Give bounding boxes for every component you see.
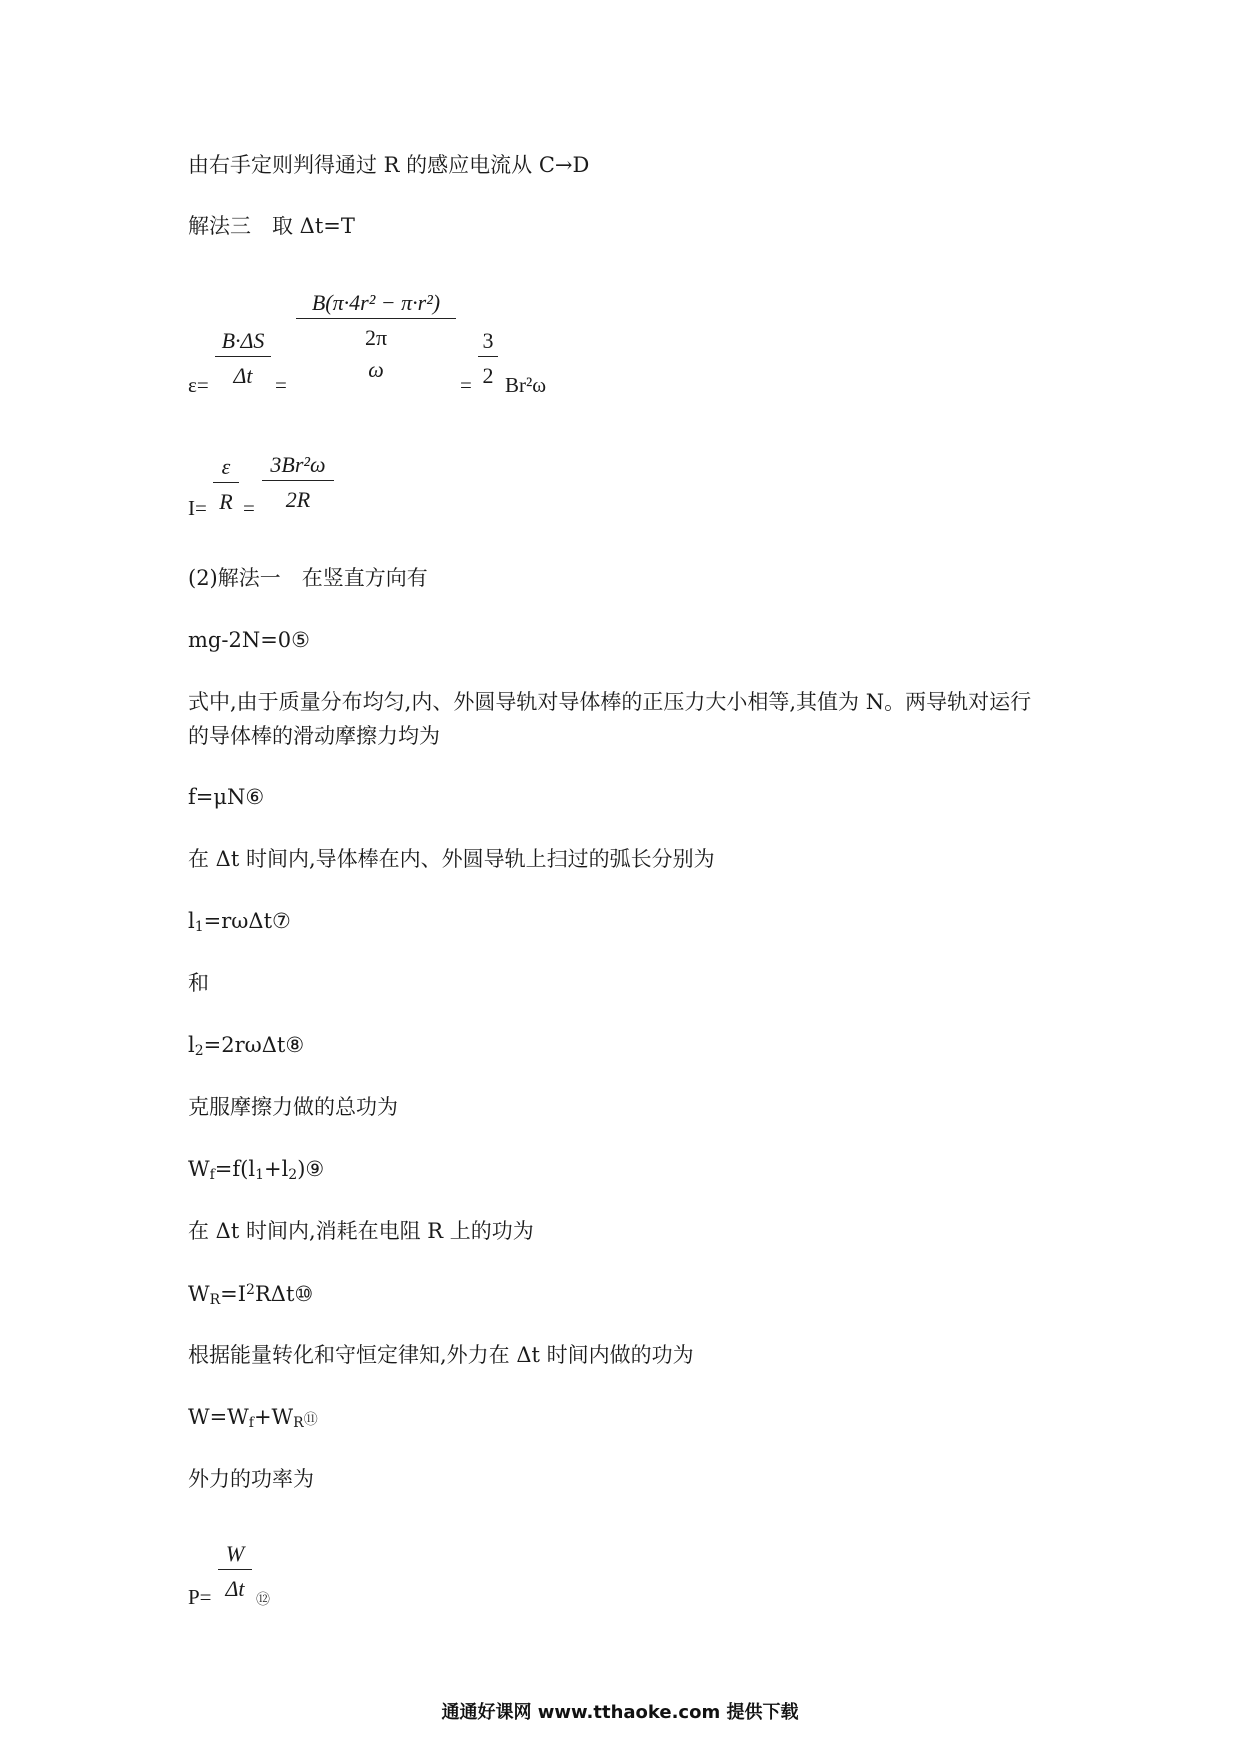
inner-numerator: 2π [364, 325, 388, 350]
expression: +l [263, 1157, 289, 1181]
fraction-flux-change [296, 290, 456, 384]
paragraph-line: 在 Δt 时间内,导体棒在内、外圆导轨上扫过的弧长分别为 [188, 847, 715, 871]
symbol: l [188, 909, 195, 933]
expression: =f(l [214, 1157, 256, 1181]
text-line: 解法三 取 Δt=T [188, 214, 355, 238]
equals-sign: = [275, 373, 287, 397]
subscript: R [209, 1292, 221, 1308]
symbol: l [188, 1033, 195, 1057]
fraction-bar [262, 480, 334, 481]
expression: =I [220, 1282, 247, 1306]
fraction-numerator: ε [221, 454, 231, 479]
fraction-denominator: Δt [225, 1576, 245, 1601]
expression: =2rωΔt⑧ [203, 1033, 305, 1057]
equation-11 [188, 1407, 318, 1430]
fraction-eps-r [213, 454, 239, 515]
equals-sign: = [460, 373, 472, 397]
fraction-bar [218, 1569, 252, 1570]
fraction-denominator: 2 [482, 363, 494, 388]
fraction-bar [215, 356, 271, 357]
inner-denominator: ω [368, 357, 384, 383]
section-heading: (2)解法一 在竖直方向有 [188, 566, 428, 590]
equation-9 [188, 1159, 324, 1182]
paragraph-line: 的导体棒的滑动摩擦力均为 [188, 724, 440, 748]
emf-tail: Br²ω [505, 373, 547, 397]
equals-sign: = [243, 496, 255, 520]
expression: W=W [188, 1405, 249, 1429]
emf-lhs: ε= [188, 373, 209, 397]
fraction-numerator: 3 [482, 328, 494, 353]
fraction-numerator: 3Br²ω [270, 452, 326, 477]
superscript: 2 [246, 1282, 255, 1298]
expression: =rωΔt⑦ [203, 909, 291, 933]
fraction-current-result [262, 452, 334, 513]
fraction-denominator: R [219, 489, 233, 514]
equation-10 [188, 1283, 313, 1307]
expression: +W [253, 1405, 294, 1429]
symbol: W [188, 1282, 210, 1306]
expression: RΔt⑩ [254, 1282, 314, 1306]
subscript: f [248, 1415, 254, 1431]
paragraph-line: 根据能量转化和守恒定律知,外力在 Δt 时间内做的功为 [188, 1343, 694, 1367]
expression: )⑨ [297, 1157, 325, 1181]
fraction-denominator: 2R [285, 487, 311, 512]
equation-number: ⑪ [303, 1412, 318, 1428]
subscript: 1 [194, 919, 204, 935]
subscript: 2 [194, 1043, 204, 1059]
equation-7 [188, 911, 291, 934]
equation-6: f=μN⑥ [188, 785, 265, 809]
equation-8 [188, 1035, 304, 1058]
power-lhs: P= [188, 1585, 212, 1609]
subscript: 2 [288, 1167, 298, 1183]
paragraph-line: 式中,由于质量分布均匀,内、外圆导轨对导体棒的正压力大小相等,其值为 N。两导轨对运行 [188, 690, 1032, 714]
fraction-w-dt [218, 1541, 252, 1602]
equation-5: mg-2N=0⑤ [188, 628, 310, 652]
equation-number: ⑫ [256, 1593, 270, 1608]
fraction-bar [296, 318, 456, 319]
fraction-numerator: B(π·4r² − π·r²) [311, 290, 441, 315]
symbol: W [188, 1157, 210, 1181]
subscript: f [209, 1167, 215, 1183]
fraction-numerator: W [225, 1541, 245, 1566]
text-line: 由右手定则判得通过 R 的感应电流从 C→D [188, 153, 590, 177]
fraction-bar [478, 356, 498, 357]
subscript: R [293, 1415, 304, 1431]
fraction-three-halves [478, 328, 498, 389]
fraction-bar [213, 482, 239, 483]
fraction-denominator: Δt [233, 363, 253, 388]
paragraph-line: 外力的功率为 [188, 1467, 314, 1491]
fraction-denominator [296, 325, 456, 384]
fraction-bds-dt [215, 328, 271, 389]
fraction-numerator: B·ΔS [221, 328, 265, 353]
conjunction: 和 [188, 971, 209, 995]
subscript: 1 [255, 1167, 264, 1183]
current-lhs: I= [188, 496, 207, 520]
paragraph-line: 克服摩擦力做的总功为 [188, 1095, 398, 1119]
page-footer: 通通好课网 www.tthaoke.com 提供下载 [441, 1702, 799, 1723]
paragraph-line: 在 Δt 时间内,消耗在电阻 R 上的功为 [188, 1219, 534, 1243]
